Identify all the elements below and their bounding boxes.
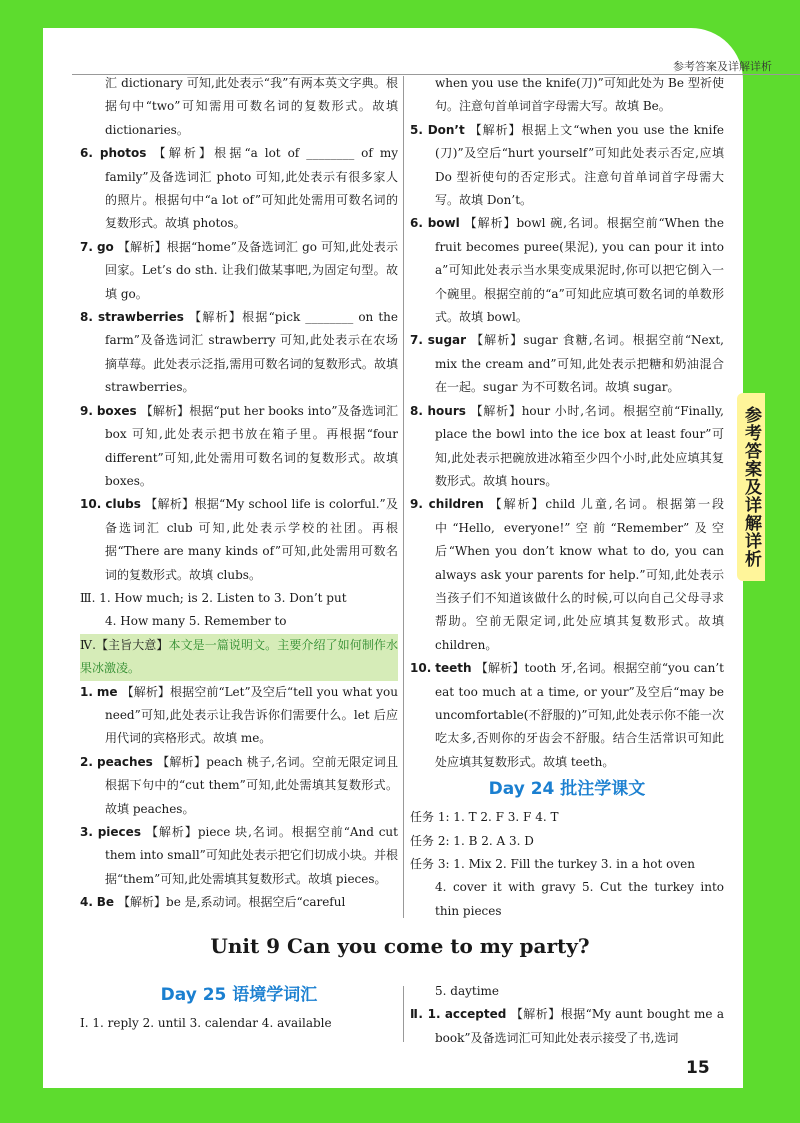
right-column-bottom bbox=[410, 980, 724, 1050]
page-number: 15 bbox=[686, 1058, 710, 1078]
right-column bbox=[410, 72, 724, 923]
task1-answers: 任务 1: 1. T 2. F 3. F 4. T bbox=[410, 810, 559, 825]
answer-item: 4. Be 【解析】be 是,系动词。根据空后“careful bbox=[80, 895, 346, 910]
section-i-answers: Ⅰ. 1. reply 2. until 3. calendar 4. available bbox=[80, 1016, 332, 1030]
unit-title: Unit 9 Can you come to my party? bbox=[210, 934, 590, 958]
answer-item: 10. teeth 【解析】tooth 牙,名词。根据空前“you can’t eat too much at a time, or your”及空后“may be uncomfortable(不舒服的)”可知,此处表示你不能一次吃太多,否则你的牙齿会不舒服。结合生活常识可知此处应填其复数形式。故填 teeth。 bbox=[410, 661, 724, 769]
answer-item: 9. boxes 【解析】根据“put her books into”及备选词汇 box 可知,此处表示把书放在箱子里。再根据“four different”可知,此处需用可数名词的复数形式。故填 boxes。 bbox=[80, 403, 398, 488]
answer-item: 3. pieces 【解析】piece 块,名词。根据空前“And cut them into small”可知此处表示把它们切成小块。并根据“them”可知,此处需填其复数形式。故填 pieces。 bbox=[80, 825, 398, 886]
answer-item: 5. Don’t 【解析】根据上文“when you use the knife (刀)”及空后“hurt yourself”可知此处表示否定,应填 Do 型祈使句的否定形式。注意句首单词首字母需大写。故填 Don’t。 bbox=[410, 122, 724, 208]
answer-item: 汇 dictionary 可知,此处表示“我”有两本英文字典。根据句中“two”可知需用可数名词的复数形式。故填 dictionaries。 bbox=[105, 76, 398, 137]
section-iii-line1: Ⅲ. 1. How much; is 2. Listen to 3. Don’t put bbox=[80, 590, 347, 605]
answer-item: 5. daytime bbox=[435, 984, 500, 998]
answer-item: 7. sugar 【解析】sugar 食糖,名词。根据空前“Next, mix the cream and”可知,此处表示把糖和奶油混合在一起。sugar 为不可数名词。故填 sugar。 bbox=[410, 333, 724, 395]
side-tab[interactable]: 参考答案及详解详析 bbox=[737, 393, 765, 581]
section-iv-summary: Ⅳ.【主旨大意】本文是一篇说明文。主要介绍了如何制作水果冰激凌。 bbox=[80, 634, 398, 681]
task2-answers: 任务 2: 1. B 2. A 3. D bbox=[410, 833, 534, 848]
task3-answers-cont: 4. cover it with gravy 5. Cut the turkey into thin pieces bbox=[435, 880, 724, 918]
day25-heading: Day 25 语境学词汇 bbox=[160, 985, 318, 1005]
answer-item: 9. children 【解析】child 儿童,名词。根据第一段中“Hello, everyone!”空前“Remember”及空后“When you don’t know what to do, you can always ask your parents for help.”可知,此处表示当孩子们不知道该做什么的时候,可以向自己父母寻求帮助。空前无限定词,此处应填其复数形式。故填 children。 bbox=[410, 497, 724, 652]
column-divider-bottom bbox=[403, 986, 404, 1042]
answer-item: 6. photos 【解析】根据“a lot of ________ of my family”及备选词汇 photo 可知,此处表示有很多家人的照片。根据句中“a lot of”可知此处需用可数名词的复数形式。故填 photos。 bbox=[80, 146, 398, 231]
answer-item: 7. go 【解析】根据“home”及备选词汇 go 可知,此处表示回家。Let’s do sth. 让我们做某事吧,为固定句型。故填 go。 bbox=[80, 239, 398, 301]
answer-item: 1. me 【解析】根据空前“Let”及空后“tell you what you need”可知,此处表示让我告诉你们需要什么。let 后应用代词的宾格形式。故填 me。 bbox=[80, 684, 398, 746]
answer-item: Ⅱ. 1. accepted 【解析】根据“My aunt bought me a book”及备选词汇可知此处表示接受了书,选词 bbox=[410, 1007, 724, 1045]
running-header: 参考答案及详解详析 bbox=[673, 60, 772, 73]
answer-item: when you use the knife(刀)”可知此处为 Be 型祈使句。注意句首单词首字母需大写。故填 Be。 bbox=[435, 76, 724, 114]
left-column bbox=[80, 72, 398, 915]
section-iii-line2: 4. How many 5. Remember to bbox=[105, 614, 287, 629]
answer-item: 6. bowl 【解析】bowl 碗,名词。根据空前“When the fruit becomes puree(果泥), you can pour it into a”可知此处表示当水果变成果泥时,你可以把它倒入一个碗里。根据空前的“a”可知此应填可数名词的单数形式。故填 bowl。 bbox=[410, 216, 724, 325]
column-divider bbox=[403, 76, 404, 918]
answer-item: 2. peaches 【解析】peach 桃子,名词。空前无限定词且根据下句中的“cut them”可知,此处需填其复数形式。故填 peaches。 bbox=[80, 754, 398, 816]
day24-heading: Day 24 批注学课文 bbox=[488, 779, 646, 800]
left-column-bottom bbox=[80, 980, 398, 1035]
answer-item: 10. clubs 【解析】根据“My school life is colorful.”及备选词汇 club 可知,此处表示学校的社团。再根据“There are many kinds of”可知,此处需用可数名词的复数形式。故填 clubs。 bbox=[80, 497, 398, 582]
answer-item: 8. strawberries 【解析】根据“pick ________ on the farm”及备选词汇 strawberry 可知,此处表示在农场摘草莓。此处表示泛指,需用可数名词的复数形式。故填 strawberries。 bbox=[80, 310, 398, 395]
task3-answers: 任务 3: 1. Mix 2. Fill the turkey 3. in a hot oven bbox=[410, 857, 695, 871]
answer-item: 8. hours 【解析】hour 小时,名词。根据空前“Finally, place the bowl into the ice box at least four”可知,此处表示把碗放进冰箱至少四个小时,此处应填其复数形式。故填 hours。 bbox=[410, 403, 724, 488]
